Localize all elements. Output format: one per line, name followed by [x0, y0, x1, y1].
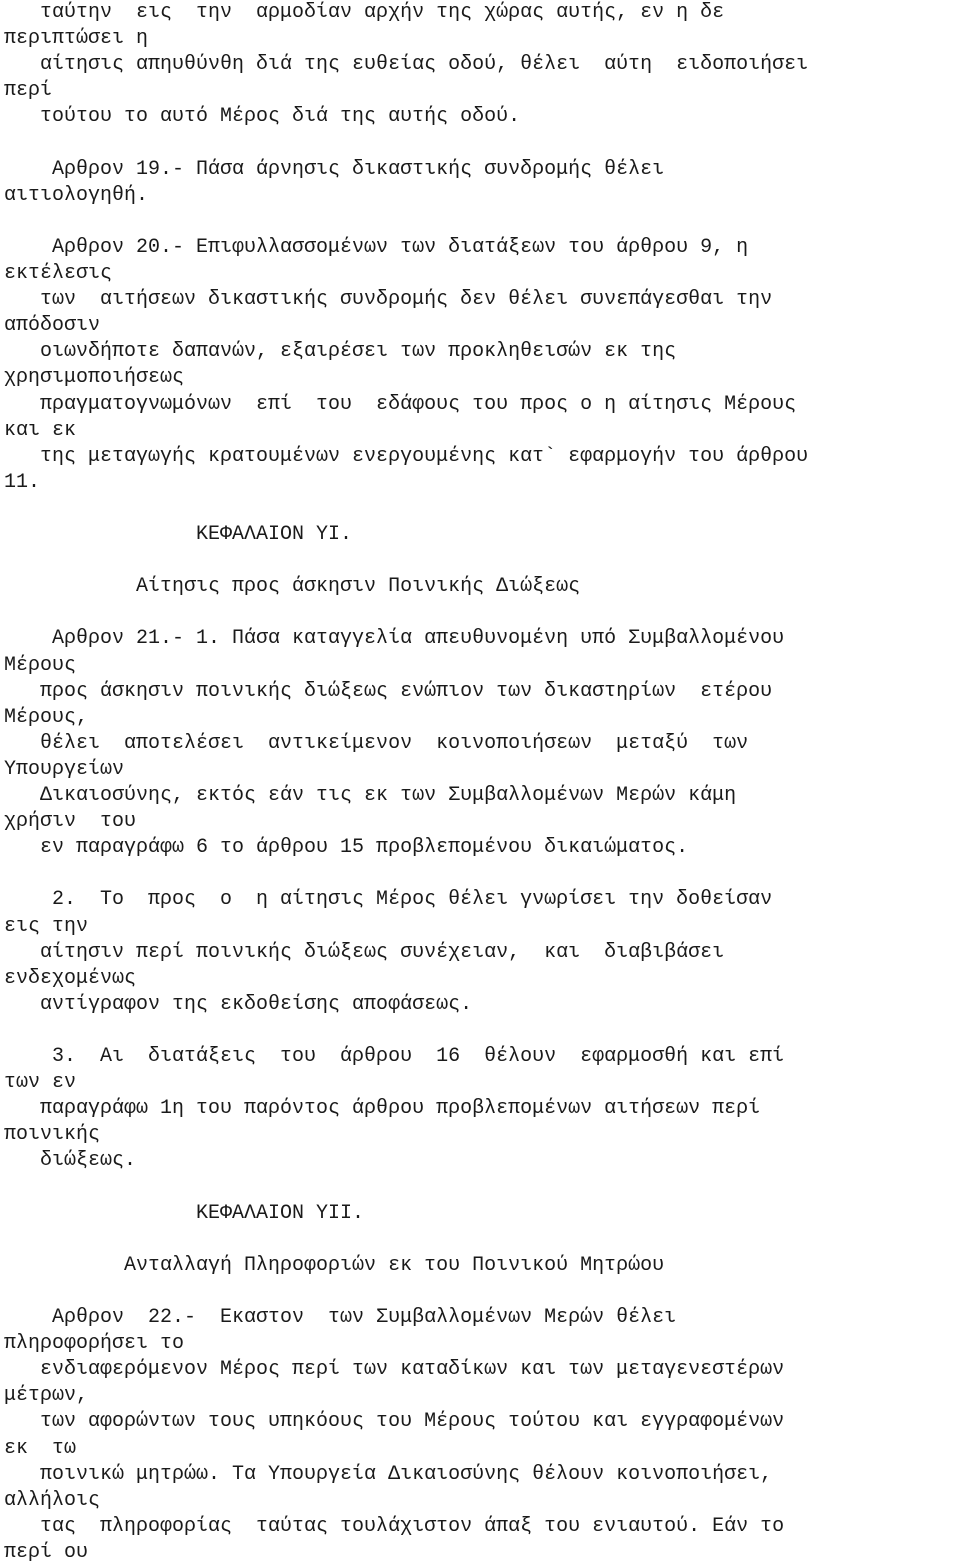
text-line: Υπουργείων — [4, 757, 125, 781]
text-line: αλλήλοις — [4, 1488, 101, 1512]
text-line: ενδιαφερόμενον Μέρος περί των καταδίκων και των μεταγενεστέρων — [4, 1358, 785, 1382]
text-line: ποινικώ μητρώω. Τα Υπουργεία Δικαιοσύνης θέλουν κοινοποιήσει, — [4, 1462, 773, 1486]
text-line: οιωνδήποτε δαπανών, εξαιρέσει των προκληθεισών εκ της — [4, 340, 677, 364]
text-line: αιτιολογηθή. — [4, 183, 149, 207]
text-line: ενδεχομένως — [4, 966, 137, 990]
text-line: Ανταλλαγή Πληροφοριών εκ του Ποινικού Μητρώου — [4, 1253, 665, 1277]
text-line: 11. — [4, 470, 41, 494]
text-line: ΚΕΦΑΛΑΙΟΝ ΥΙΙ. — [4, 1201, 365, 1225]
text-line: εκτέλεσις — [4, 262, 113, 285]
text-line: πληροφορήσει το — [4, 1332, 185, 1356]
text-line: Αίτησις προς άσκησιν Ποινικής Διώξεως — [4, 575, 581, 599]
text-line: αντίγραφον της εκδοθείσης αποφάσεως. — [4, 992, 473, 1016]
text-line: περί ου — [4, 1540, 89, 1564]
text-line: αίτησιν περί ποινικής διώξεως συνέχειαν, και διαβιβάσει — [4, 940, 725, 964]
text-line: Μέρους — [4, 653, 77, 677]
text-line: ποινικής — [4, 1123, 101, 1147]
text-line: και εκ — [4, 418, 77, 442]
text-line: Αρθρον 19.- Πάσα άρνησις δικαστικής συνδρομής θέλει — [4, 157, 665, 181]
text-line: παραγράφω 1η του παρόντος άρθρου προβλεπομένων αιτήσεων περί — [4, 1097, 761, 1121]
text-line: Μέρους, — [4, 705, 89, 729]
text-line: εις την — [4, 914, 89, 938]
text-line: εκ τω — [4, 1436, 77, 1460]
text-line: χρησιμοποιήσεως — [4, 366, 185, 390]
text-line: ταύτην εις την αρμοδίαν αρχήν της χώρας αυτής, εν η δε — [4, 1, 725, 24]
text-line: απόδοσιν — [4, 314, 101, 338]
text-line: περί — [4, 79, 53, 103]
text-line: ΚΕΦΑΛΑΙΟΝ ΥΙ. — [4, 523, 353, 546]
text-line: διώξεως. — [4, 1149, 137, 1173]
text-line: εν παραγράφω 6 το άρθρου 15 προβλεπομένου δικαιώματος. — [4, 836, 689, 860]
text-line: των αιτήσεων δικαστικής συνδρομής δεν θέλει συνεπάγεσθαι την — [4, 288, 773, 312]
text-line: χρήσιν του — [4, 810, 137, 834]
text-line: περιπτώσει η — [4, 27, 149, 51]
text-line: τας πληροφορίας ταύτας τουλάχιστον άπαξ του ενιαυτού. Εάν το — [4, 1514, 785, 1538]
text-line: Δικαιοσύνης, εκτός εάν τις εκ των Συμβαλλομένων Μερών κάμη — [4, 784, 737, 807]
text-line: 2. Το προς ο η αίτησις Μέρος θέλει γνωρίσει την δοθείσαν — [4, 888, 773, 912]
text-line: θέλει αποτελέσει αντικείμενον κοινοποιήσεων μεταξύ των — [4, 731, 749, 755]
text-line: μέτρων, — [4, 1384, 89, 1408]
text-line: των αφορώντων τους υπηκόους του Μέρους τούτου και εγγραφομένων — [4, 1410, 785, 1434]
text-line: Αρθρον 22.- Εκαστον των Συμβαλλομένων Μερών θέλει — [4, 1306, 677, 1329]
text-line: προς άσκησιν ποινικής διώξεως ενώπιον των δικαστηρίων ετέρου — [4, 679, 773, 703]
text-line: 3. Αι διατάξεις του άρθρου 16 θέλουν εφαρμοσθή και επί — [4, 1045, 785, 1068]
text-line: της μεταγωγής κρατουμένων ενεργουμένης κατ` εφαρμογήν του άρθρου — [4, 444, 809, 468]
text-line: Αρθρον 20.- Επιφυλλασσομένων των διατάξεων του άρθρου 9, η — [4, 235, 749, 259]
text-line: τούτου το αυτό Μέρος διά της αυτής οδού. — [4, 105, 521, 129]
text-line: αίτησις απηυθύνθη διά της ευθείας οδού, θέλει αύτη ειδοποιήσει — [4, 53, 809, 77]
text-line: των εν — [4, 1071, 77, 1095]
text-line: Αρθρον 21.- 1. Πάσα καταγγελία απευθυνομένη υπό Συμβαλλομένου — [4, 627, 785, 651]
text-line: πραγματογνωμόνων επί του εδάφους του προς ο η αίτησις Μέρους — [4, 392, 797, 416]
